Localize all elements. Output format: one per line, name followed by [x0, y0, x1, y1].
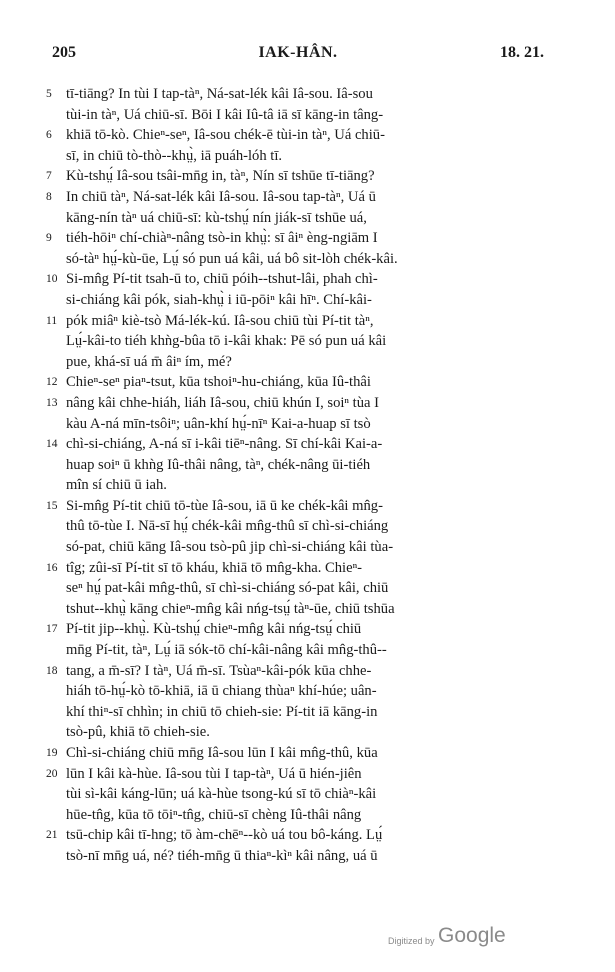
verse-number: 17 [46, 623, 58, 636]
text-line [46, 825, 550, 846]
verse-number: 5 [46, 88, 52, 100]
verse-number: 16 [46, 561, 58, 574]
text-line [46, 434, 550, 455]
text-line [46, 496, 550, 517]
verse-number: 10 [46, 273, 58, 286]
text-line [46, 702, 550, 723]
verse-number: 11 [46, 314, 58, 327]
text-line [46, 249, 550, 270]
text-line [46, 475, 550, 496]
line-text: hūe-tn̂g, kūa tō tōiⁿ-tn̂g, chiū-sī chèng Iû-thâi nâng [66, 806, 362, 823]
line-text: Pí-tit jip--khṳ̀. Kù-tshṳ́ chieⁿ-mn̂g kâi nńg-tsṳ́ chiū [66, 621, 362, 638]
page-header [52, 44, 544, 68]
line-text: In chiū tàⁿ, Ná-sat-lék kâi Iâ-sou. Iâ-sou tap-tàⁿ, Uá ū [66, 188, 376, 205]
line-text: huap soiⁿ ū khǹg Iû-thâi nâng, tàⁿ, chék-nâng ūi-tiéh [66, 456, 371, 473]
line-text: pue, khá-sī uá m̄ âiⁿ ím, mé? [66, 353, 232, 370]
verse-number: 12 [46, 376, 58, 389]
line-text: hiáh tō-hṳ́-kò tō-khiā, iā ū chiang thùaⁿ khí-húe; uân- [66, 683, 377, 700]
line-text: tang, a m̄-sī? I tàⁿ, Uá m̄-sī. Tsùaⁿ-kâi-pók kūa chhe- [66, 662, 372, 679]
line-text: tshut--khṳ̀ kāng chieⁿ-mn̂g kâi nńg-tsṳ́ tàⁿ-ūe, chiū tshūa [66, 600, 395, 617]
line-text: tsò-pû, khiā tō chieh-sie. [66, 724, 210, 741]
page-number: 205 [52, 44, 76, 61]
chapter-verse-ref: 18. 21. [500, 44, 544, 61]
text-line [46, 805, 550, 826]
text-line [46, 414, 550, 435]
verse-number: 6 [46, 129, 52, 142]
text-line [46, 846, 550, 867]
text-line [46, 455, 550, 476]
verse-number: 9 [46, 232, 52, 245]
text-line [46, 599, 550, 620]
line-text: tùi-in tàⁿ, Uá chiū-sī. Bōi I kâi Iû-tâ iā sī kāng-in tâng- [66, 106, 384, 123]
text-line [46, 269, 550, 290]
line-text: mîn sí chiū ū iah. [66, 477, 167, 494]
verse-number: 20 [46, 767, 58, 780]
line-text: Kù-tshṳ́ Iâ-sou tsâi-mn̄g in, tàⁿ, Nín sī tshūe tī-tiāng? [66, 168, 375, 185]
text-line [46, 640, 550, 661]
line-text: só-tàⁿ hṳ́-kù-ūe, Lṳ́ só pun uá kâi, uá bô sit-lòh chék-kâi. [66, 250, 398, 267]
line-text: si-chiáng kâi pók, siah-khṳ̀ i iū-pōiⁿ kâi hīⁿ. Chí-kâi- [66, 291, 372, 308]
line-text: kāng-nín tàⁿ uá chiū-sī: kù-tshṳ́ nín jiák-sī tshūe uá, [66, 209, 367, 226]
text-line [46, 537, 550, 558]
line-text: Chieⁿ-seⁿ piaⁿ-tsut, kūa tshoiⁿ-hu-chiáng, kūa Iû-thâi [66, 374, 371, 391]
text-line [46, 661, 550, 682]
text-line [46, 722, 550, 743]
text-line [46, 558, 550, 579]
verse-number: 7 [46, 170, 52, 183]
line-text: tsū-chip kâi tī-hng; tō àm-chēⁿ--kò uá tou bô-káng. Lṳ́ [66, 827, 383, 844]
line-text: Lṳ́-kâi-to tiéh khǹg-bûa tō i-kâi khak: Pē só pun uá kâi [66, 333, 387, 350]
line-text: tiéh-hōiⁿ chí-chiàⁿ-nâng tsò-in khṳ̀: sī âiⁿ èng-ngiām I [66, 230, 378, 247]
line-text: Si-mn̂g Pí-tit chiū tō-tùe Iâ-sou, iā ū ke chék-kâi mn̂g- [66, 497, 383, 514]
text-line [46, 228, 550, 249]
verse-number: 19 [46, 747, 58, 759]
text-line [46, 352, 550, 373]
text-line [46, 208, 550, 229]
line-text: tī-tiāng? In tùi I tap-tàⁿ, Ná-sat-lék kâi Iâ-sou. Iâ-sou [66, 86, 373, 102]
text-line [46, 105, 550, 126]
verse-number: 15 [46, 499, 58, 512]
text-line [46, 393, 550, 414]
line-text: lūn I kâi kà-hùe. Iâ-sou tùi I tap-tàⁿ, Uá ū hién-jiên [66, 765, 362, 782]
line-text: seⁿ hṳ́ pat-kâi mn̂g-thû, sī chì-si-chiáng só-pat kâi, chiū [66, 580, 389, 597]
text-line [46, 372, 550, 393]
text-line [46, 166, 550, 187]
text-line [46, 187, 550, 208]
text-line [46, 681, 550, 702]
line-text: sī, in chiū tò-thò--khṳ̀, iā puáh-lóh tī. [66, 147, 283, 164]
text-line [46, 784, 550, 805]
line-text: pók miâⁿ kiè-tsò Má-lék-kú. Iâ-sou chiū tùi Pí-tit tàⁿ, [66, 312, 374, 329]
line-text: Si-mn̂g Pí-tit tsah-ū to, chiū póih--tshut-lâi, phah chì- [66, 271, 378, 288]
digitization-watermark [388, 924, 538, 954]
text-line [46, 290, 550, 311]
verse-number: 8 [46, 190, 52, 203]
text-line [46, 578, 550, 599]
line-text: kàu A-ná mīn-tsôiⁿ; uân-khí hṳ́-nīⁿ Kai-a-huap sī tsò [66, 415, 371, 432]
line-text: khiā tō-kò. Chieⁿ-seⁿ, Iâ-sou chék-ē tùi-in tàⁿ, Uá chiū- [66, 127, 385, 144]
verse-number: 18 [46, 664, 58, 677]
line-text: nâng kâi chhe-hiáh, liáh Iâ-sou, chiū khún I, soiⁿ tùa I [66, 394, 380, 411]
page-body-text [46, 84, 550, 867]
text-line [46, 84, 550, 105]
text-line [46, 619, 550, 640]
text-line [46, 764, 550, 785]
text-line [46, 125, 550, 146]
verse-number: 14 [46, 438, 58, 451]
google-logo-text: Google [438, 924, 506, 947]
line-text: mn̄g Pí-tit, tàⁿ, Lṳ́ iā sók-tō chí-kâi-nâng kâi mn̂g-thû-- [66, 642, 387, 659]
line-text: Chì-si-chiáng chiū mn̄g Iâ-sou lūn I kâi mn̂g-thû, kūa [66, 745, 378, 761]
line-text: chì-si-chiáng, A-ná sī i-kâi tiēⁿ-nâng. Sī chí-kâi Kai-a- [66, 436, 383, 453]
verse-number: 21 [46, 829, 58, 842]
line-text: só-pat, chiū kāng Iâ-sou tsò-pû jip chì-si-chiáng kâi tùa- [66, 539, 394, 556]
line-text: thû tō-tùe I. Nā-sī hṳ́ chék-kâi mn̂g-thû sī chì-si-chiáng [66, 518, 389, 535]
line-text: tùi sì-kâi káng-lūn; uá kà-hùe tsong-kú sī tō chiàⁿ-kâi [66, 786, 377, 803]
text-line [46, 516, 550, 537]
digitized-by-label: Digitized by [388, 936, 435, 946]
book-title: IAK-HÂN. [258, 44, 338, 61]
line-text: khí thiⁿ-sī chhìn; in chiū tō chieh-sie: Pí-tit iā kāng-in [66, 703, 378, 720]
text-line [46, 743, 550, 764]
line-text: tîg; zûi-sī Pí-tit sī tō kháu, khiā tō mn̂g-kha. Chieⁿ- [66, 559, 363, 576]
line-text: tsò-nī mn̄g uá, né? tiéh-mn̄g ū thiaⁿ-kìⁿ kâi nâng, uá ū [66, 847, 378, 864]
text-line [46, 146, 550, 167]
text-line [46, 311, 550, 332]
verse-number: 13 [46, 396, 58, 409]
text-line [46, 331, 550, 352]
